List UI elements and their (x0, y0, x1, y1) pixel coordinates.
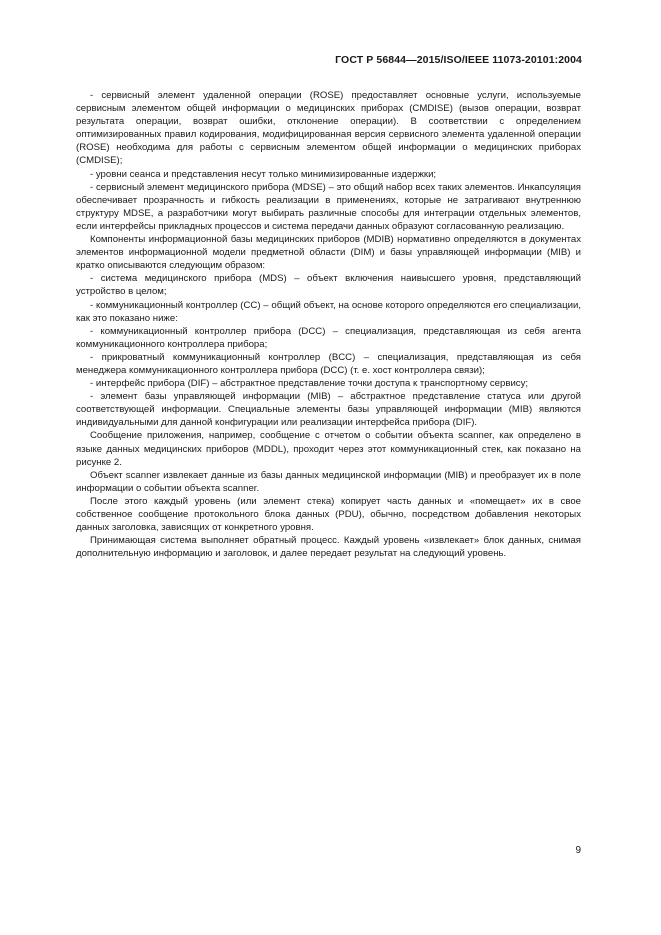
paragraph-pdu: После этого каждый уровень (или элемент стека) копирует часть данных и «помещает» их в свое собственное сообщение протокольного блока данных (PDU), обычно, посредством добавления некоторых данных заголовка, зависящих от конкретного уровня. (76, 495, 581, 534)
paragraph-mdib-components: Компоненты информационной базы медицинских приборов (MDIB) нормативно определяются в документах элементов информационной модели предметной области (DIM) и базы управляющей информации (MIB) и кратко описываются следующим образом: (76, 234, 581, 272)
paragraph-mib: - элемент базы управляющей информации (MIB) – абстрактное представление статуса или другой соответствующей информации. Специальные элементы базы управляющей информации (MIB) являются индивидуальными для данной конфигурации или реализации интерфейса прибора (DIF). (76, 391, 581, 429)
paragraph-dif: - интерфейс прибора (DIF) – абстрактное представление точки доступа к транспортному сервису; (90, 378, 529, 390)
paragraph-mds: - система медицинского прибора (MDS) – объект включения наивысшего уровня, представляющий устройство в целом; (76, 273, 581, 298)
document-header: ГОСТ Р 56844—2015/ISO/IEEE 11073-20101:2004 (335, 54, 582, 66)
paragraph-scanner: Объект scanner извлекает данные из базы данных медицинской информации (MIB) и преобразует их в поле информации о событии объекта scanner. (76, 469, 581, 494)
paragraph-bcc: - прикроватный коммуникационный контроллер (BCC) – специализация, представляющая из себя менеджера коммуникационного контроллера прибора (DCC) (т. е. хост контроллера связи); (76, 351, 581, 376)
paragraph-mdse: - сервисный элемент медицинского прибора (MDSE) – это общий набор всех таких элементов. Инкапсуляция обеспечивает прозрачность и гибкость реализации в применениях, которые не затрагивают внутреннюю структуру MDSE, а разработчики могут выбирать различные способы для интеграции отдельных элементов, если интерфейсы прикладных процессов и система передачи данных образуют согласованную реализацию. (76, 181, 581, 232)
paragraph-cc: - коммуникационный контроллер (CC) – общий объект, на основе которого определяются его специализации, как это показано ниже: (76, 299, 581, 324)
page-number: 9 (575, 845, 581, 856)
paragraph-session-layers: - уровни сеанса и представления несут только минимизированные издержки; (90, 168, 437, 180)
paragraph-rose: - сервисный элемент удаленной операции (ROSE) предоставляет основные услуги, используемые сервисным элементом общей информации о медицинских приборах (CMDISE) (вызов операции, возврат результата операции, возврат ошибки, отклонение операции). В соответствии с определением оптимизированных правил кодирования, модифицированная версия сервисного элемента удаленной операции (ROSE) необходима для работы с сервисным элементом общей информации о медицинских приборах (CMDISE); (76, 90, 581, 167)
paragraph-application-message: Сообщение приложения, например, сообщение с отчетом о событии объекта scanner, как определено в языке данных медицинских приборов (MDDL), проходит через этот коммуникационный стек, как показано на рисунке 2. (76, 430, 581, 468)
paragraph-dcc: - коммуникационный контроллер прибора (DCC) – специализация, представляющая из себя агента коммуникационного контроллера прибора; (76, 325, 581, 350)
document-body (76, 89, 581, 560)
paragraph-receiving-system: Принимающая система выполняет обратный процесс. Каждый уровень «извлекает» блок данных, снимая дополнительную информацию и заголовок, и далее передает результат на следующий уровень. (76, 535, 581, 560)
